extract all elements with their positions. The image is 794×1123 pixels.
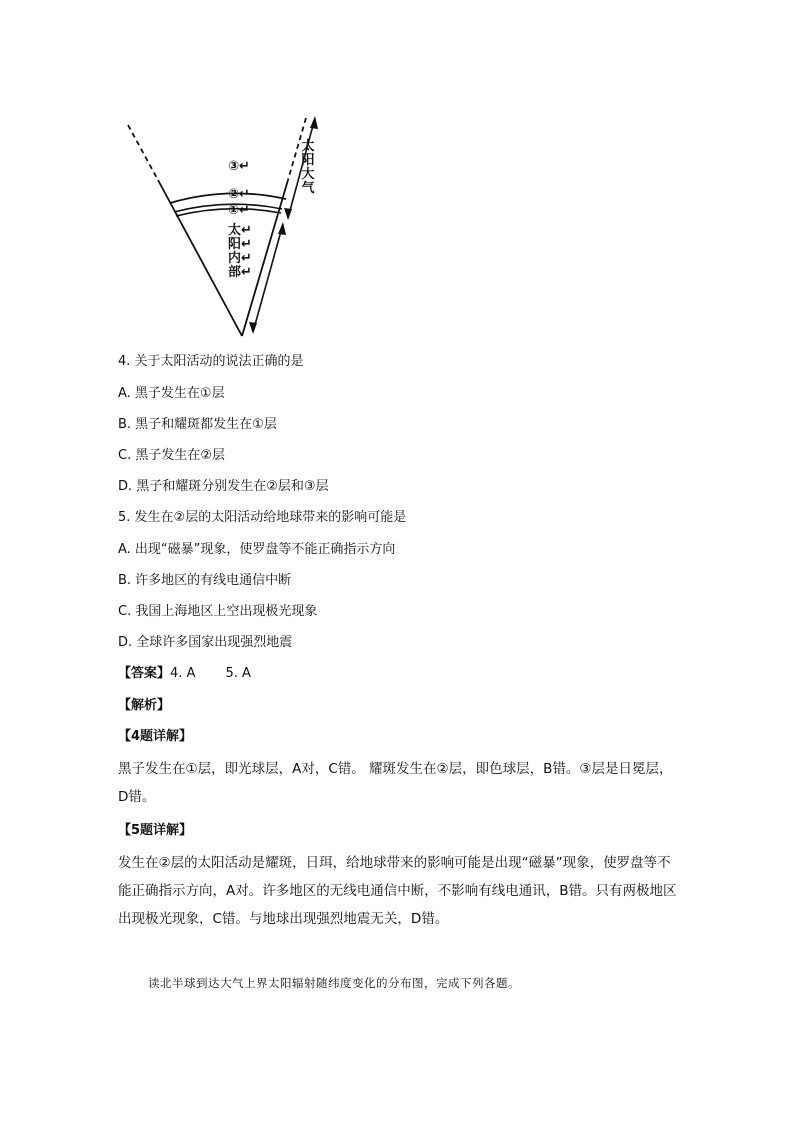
q4-option-d: D. 黑子和耀斑分别发生在②层和③层 (118, 479, 329, 494)
answer-4: 4. A (170, 666, 196, 681)
q5-option-b: B. 许多地区的有线电通信中断 (118, 573, 292, 588)
q5-stem: 5. 发生在②层的太阳活动给地球带来的影响可能是 (118, 510, 407, 525)
interior-char: 部↵ (228, 265, 252, 280)
atmosphere-char: 太 (301, 139, 315, 154)
solar-structure-diagram (118, 110, 338, 345)
interior-arrow (253, 224, 283, 332)
detail5-tag: 【5题详解】 (118, 823, 193, 838)
q5-option-d: D. 全球许多国家出现强烈地震 (118, 635, 293, 650)
atmosphere-arrowhead-up (310, 116, 318, 129)
detail5-text: 发生在②层的太阳活动是耀斑，日珥，给地球带来的影响可能是出现“磁暴”现象，使罗盘等不能正确指示方向，A对。许多地区的无线电通信中断，不影响有线电通讯，B错。只有两极地区出现极光现象，C错。与地球出现强烈地震无关，D错。 (118, 855, 677, 927)
left-edge-dashed (128, 125, 158, 180)
interior-char: 阳↵ (228, 237, 252, 252)
q4-option-c: C. 黑子发生在②层 (118, 448, 225, 463)
label-layer-2: ②↵ (228, 187, 250, 202)
q4-option-a: A. 黑子发生在①层 (118, 386, 225, 401)
next-section-instruction: 读北半球到达大气上界太阳辐射随纬度变化的分布图，完成下列各题。 (148, 976, 520, 990)
label-layer-3: ③↵ (228, 159, 250, 174)
label-solar-atmosphere (300, 140, 316, 196)
answer-line (118, 665, 251, 683)
q5-option-c: C. 我国上海地区上空出现极光现象 (118, 604, 318, 619)
interior-char: 太↵ (228, 223, 252, 238)
answer-5: 5. A (225, 666, 251, 681)
label-layer-1: ①↵ (228, 203, 250, 218)
detail4-tag: 【4题详解】 (118, 729, 193, 744)
label-solar-interior (228, 224, 254, 280)
atmosphere-char: 气 (301, 181, 315, 196)
atmosphere-char: 大 (301, 167, 315, 182)
atmosphere-arrowhead-down (284, 208, 292, 220)
answer-tag: 【答案】 (118, 666, 171, 681)
analysis-tag: 【解析】 (118, 698, 171, 713)
q4-option-b: B. 黑子和耀斑都发生在①层 (118, 417, 277, 432)
q4-stem: 4. 关于太阳活动的说法正确的是 (118, 354, 304, 369)
detail4-text: 黑子发生在①层，即光球层，A对，C错。 耀斑发生在②层，即色球层，B错。③层是日冕层，D错。 (118, 761, 673, 805)
q5-option-a: A. 出现“磁暴”现象，使罗盘等不能正确指示方向 (118, 542, 396, 557)
atmosphere-char: 阳 (301, 153, 315, 168)
interior-arrowhead-up (278, 222, 286, 235)
interior-char: 内↵ (228, 251, 252, 266)
interior-arrowhead-down (249, 322, 257, 334)
